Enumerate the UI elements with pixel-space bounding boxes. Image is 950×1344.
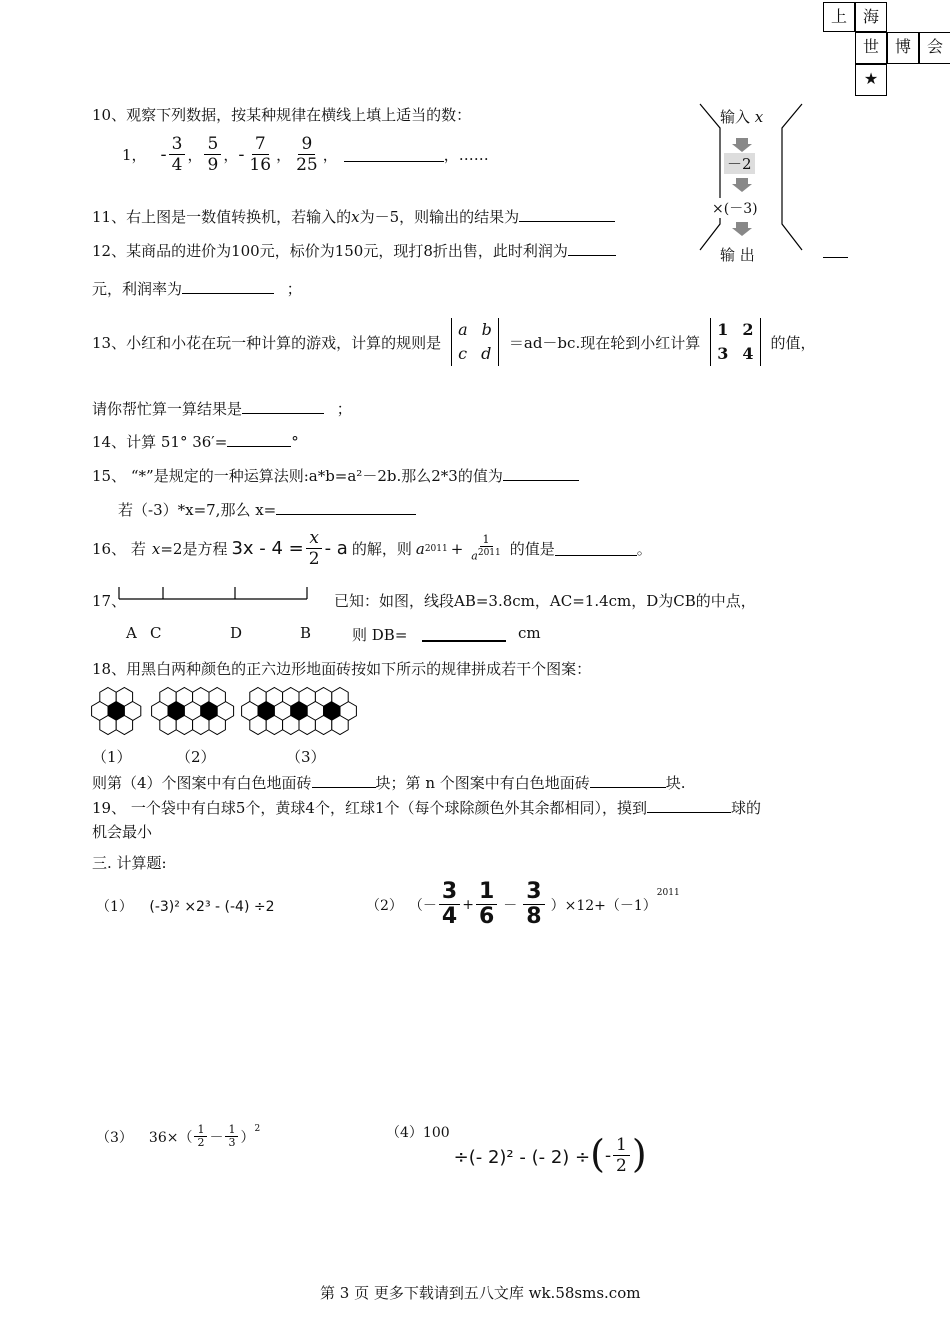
comma: ，: [276, 146, 292, 164]
q16-post: 的值是: [509, 540, 555, 558]
p4-expression: ÷(- 2)² - (- 2) ÷: [453, 1146, 591, 1168]
q11-answer-blank[interactable]: [519, 207, 615, 222]
q16-mid: =2是方程: [160, 540, 228, 558]
q13-line1: [92, 318, 816, 366]
p2-label: （2）: [366, 897, 403, 914]
q10-frac-9-25: $\frac{9}{25}$: [296, 134, 318, 175]
q14-pre: 14、计算 51° 36′=: [92, 433, 228, 451]
plus-sign: +: [462, 896, 474, 913]
q16-pre: 16、 若: [92, 540, 146, 558]
q16-exp: 2011: [424, 543, 448, 554]
semicolon: ；: [336, 400, 352, 418]
q13-post: 的值，: [770, 333, 816, 352]
period: 。: [636, 540, 652, 558]
number-machine-diagram: [690, 100, 815, 270]
p2-exp: 2011: [656, 888, 680, 898]
p4-frac-1-2: $\frac{1}{2}$: [613, 1135, 630, 1176]
problem-2: [366, 880, 680, 929]
q10-ellipsis: ，……: [443, 146, 489, 164]
p3-frac-1-3: $\frac{1}{3}$: [225, 1124, 238, 1149]
q12-line1: [92, 240, 616, 261]
problem-3: [96, 1124, 260, 1149]
q18-ask: [92, 772, 686, 793]
q18-answer-blank-1[interactable]: [312, 773, 376, 788]
q12-line2: [92, 278, 302, 299]
p1-label: （1）: [96, 899, 133, 915]
machine-input-label: [720, 106, 763, 127]
plus-sign: +: [450, 539, 464, 558]
p2-frac-3-8: $\frac{3}{8}$: [523, 880, 544, 929]
q11-post: 为－5，则输出的结果为: [359, 208, 520, 226]
q13-answer-blank[interactable]: [242, 399, 324, 414]
q19-line2: 机会最小: [92, 823, 153, 841]
q13-det-1234: 1 2 3 4: [710, 318, 760, 366]
hex-pattern-1: [92, 688, 141, 735]
q16-equation-right: - a: [324, 538, 348, 559]
grid-cell-hui: 会: [919, 32, 950, 64]
q18-ask-b: 块；第 n 个图案中有白色地面砖: [375, 774, 590, 792]
q13-pre: 13、小红和小花在玩一种计算的游戏，计算的规则是: [92, 333, 442, 352]
q19-text-b: 球的: [731, 799, 762, 817]
q17-label-b: B: [300, 624, 312, 642]
q16-frac-1-a2011: $\frac{1}{a^{2011}}$: [471, 533, 501, 563]
q10-answer-blank[interactable]: [344, 147, 444, 162]
comma: ，: [322, 146, 338, 164]
q13-rule: ＝ad－bc.现在轮到小红计算: [508, 333, 701, 352]
grid-cell-bo: 博: [887, 32, 919, 64]
q19-answer-blank[interactable]: [647, 798, 731, 813]
q18-caption-1: （1）: [92, 748, 132, 766]
q13-line2: [92, 398, 352, 419]
machine-step-minus2: －2: [724, 153, 755, 174]
q17-ask: 则 DB=: [352, 626, 408, 644]
minus-sign: －: [503, 897, 518, 914]
machine-input-var: x: [754, 108, 764, 126]
q10-frac-7-16: $\frac{7}{16}$: [249, 134, 272, 175]
p2-close: ）×12+（－1）: [550, 897, 657, 914]
machine-output-label: 输 出: [720, 246, 755, 264]
section-3-title: 三. 计算题:: [92, 854, 167, 872]
comma: ，: [187, 146, 203, 164]
q17-text: 已知：如图，线段AB=3.8cm，AC=1.4cm，D为CB的中点，: [334, 592, 756, 610]
comma: ，: [223, 146, 239, 164]
grid-cell-hai: 海: [855, 2, 887, 32]
q12-blank-continuation: [823, 257, 848, 258]
q18-ask-c: 块.: [665, 774, 686, 792]
q15-text2: 若（-3）*x=7,那么 x=: [118, 501, 277, 519]
p3-exp: 2: [254, 1124, 261, 1134]
q15-text: 15、 “*”是规定的一种运算法则:a*b=a²－2b.那么2*3的值为: [92, 467, 503, 485]
q14-degree: °: [291, 433, 299, 451]
q18-caption-2: （2）: [176, 748, 216, 766]
problem-4: [386, 1118, 647, 1176]
q15-line2: [118, 499, 416, 520]
hex-pattern-2: [152, 688, 234, 735]
q17-unit: cm: [518, 624, 541, 642]
q17-segment-diagram: [118, 585, 310, 605]
q17-label-d: D: [230, 624, 243, 642]
q16-answer-blank[interactable]: [555, 541, 637, 556]
machine-step-times-neg3: ×(－3): [712, 198, 758, 218]
q19-text: 19、 一个袋中有白球5个，黄球4个，红球1个（每个球除颜色外其余都相同），摸到: [92, 799, 647, 817]
q13-ask: 请你帮忙算一算结果是: [92, 400, 243, 418]
minus-sign: －: [209, 1129, 224, 1146]
q11-var: x: [351, 208, 360, 226]
q15-answer-blank-1[interactable]: [503, 466, 579, 481]
q15-answer-blank-2[interactable]: [276, 500, 416, 515]
q19-line1: [92, 797, 761, 818]
q16-a: a: [415, 539, 425, 558]
p3-frac-1-2: $\frac{1}{2}$: [194, 1124, 207, 1149]
q12-rate-blank[interactable]: [182, 279, 274, 294]
problem-1: [96, 896, 275, 916]
q18-caption-3: （3）: [286, 748, 326, 766]
p2-open: （－: [408, 897, 437, 914]
q16-mid2: 的解，则: [351, 540, 412, 558]
q10-sequence: [122, 134, 489, 175]
grid-cell-shi: 世: [855, 32, 887, 64]
p1-expression: (-3)² ×2³ - (-4) ÷2: [149, 899, 275, 915]
grid-cell-shang: 上: [823, 2, 855, 32]
p4-close-paren: ): [631, 1132, 647, 1176]
q17-answer-blank[interactable]: [422, 640, 506, 642]
q12-text: 12、某商品的进价为100元，标价为150元，现打8折出售，此时利润为: [92, 242, 568, 260]
machine-input-text: 输入: [720, 108, 751, 126]
q17-label-a: A: [126, 624, 137, 642]
p3-pre: 36×（: [148, 1129, 193, 1146]
q17-label-c: C: [150, 624, 162, 642]
p2-frac-3-4: $\frac{3}{4}$: [439, 880, 460, 929]
q13-det-abcd: a b c d: [451, 318, 499, 366]
semicolon: ；: [286, 280, 302, 298]
q18-text: 18、用黑白两种颜色的正六边形地面砖按如下所示的规律拼成若干个图案：: [92, 660, 592, 678]
q12-rate-label: 元，利润率为: [92, 280, 183, 298]
minus-sign: -: [238, 144, 245, 165]
q15-line1: [92, 465, 579, 486]
q11-text: [92, 206, 615, 227]
q16-equation-left: 3x - 4 =: [231, 538, 304, 559]
p4-label: （4）100: [386, 1125, 450, 1141]
q10-frac-5-9: $\frac{5}{9}$: [204, 134, 221, 175]
q10-frac-3-4: $\frac{3}{4}$: [169, 134, 186, 175]
down-arrow-icon: [732, 138, 752, 152]
hexagon-patterns: [90, 686, 360, 736]
q16-var: x: [151, 539, 161, 558]
down-arrow-icon: [732, 178, 752, 192]
star-icon: ★: [855, 64, 887, 96]
page-footer: 第 3 页 更多下载请到五八文库 wk.58sms.com: [320, 1284, 641, 1302]
hex-pattern-3: [242, 688, 357, 735]
q14-line: [92, 431, 299, 452]
minus-sign: -: [604, 1144, 612, 1166]
p3-label: （3）: [96, 1129, 133, 1146]
q18-ask-a: 则第（4）个图案中有白色地面砖: [92, 774, 312, 792]
q16-line: [92, 528, 652, 569]
q11-pre: 11、右上图是一数值转换机，若输入的: [92, 208, 352, 226]
q10-term1: 1，: [122, 146, 147, 164]
down-arrow-icon: [732, 222, 752, 236]
minus-sign: -: [160, 144, 167, 165]
q17-num: 17、: [92, 592, 127, 610]
q16-frac-x-2: $\frac{x}{2}$: [306, 528, 323, 569]
p4-open-paren: (: [590, 1132, 605, 1176]
q12-profit-blank[interactable]: [568, 241, 616, 256]
q10-text: 10、观察下列数据，按某种规律在横线上填上适当的数：: [92, 106, 472, 124]
q18-answer-blank-2[interactable]: [590, 773, 666, 788]
q14-answer-blank[interactable]: [227, 432, 291, 447]
p3-close: ）: [240, 1129, 255, 1146]
p2-frac-1-6: $\frac{1}{6}$: [476, 880, 497, 929]
